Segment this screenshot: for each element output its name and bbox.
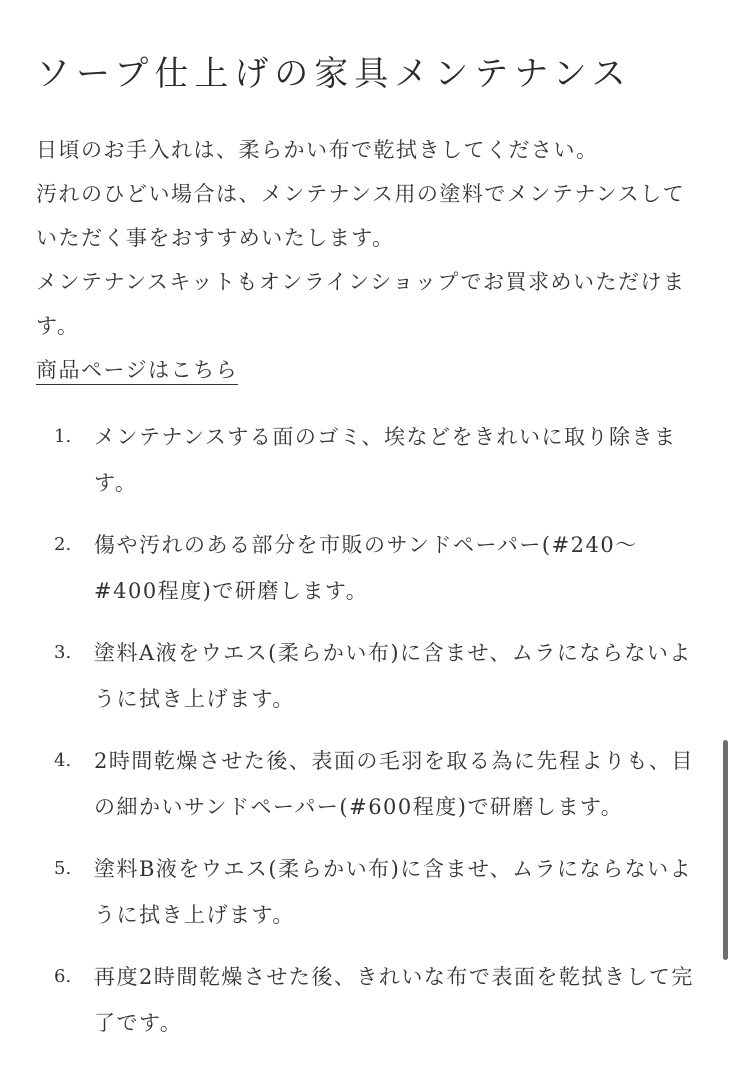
step-number: 4. [54, 750, 72, 771]
product-page-link[interactable]: 商品ページはこちら [36, 356, 238, 385]
step-item [36, 846, 700, 938]
step-item [36, 954, 700, 1046]
step-item [36, 522, 700, 614]
step-item [36, 414, 700, 506]
intro-line-daily-care: 日頃のお手入れは、柔らかい布で乾拭きしてください。 [36, 138, 599, 162]
step-number: 6. [54, 966, 72, 987]
maintenance-steps-list [36, 414, 700, 1062]
page-title: ソープ仕上げの家具メンテナンス [36, 54, 632, 94]
step-number: 5. [54, 858, 72, 879]
intro-line-kit-shop: メンテナンスキットもオンラインショップでお買求めいただけます。 [36, 270, 686, 338]
step-item [36, 738, 700, 830]
step-item [36, 630, 700, 722]
step-number: 3. [54, 642, 72, 663]
intro-section [36, 128, 698, 392]
step-text: 塗料B液をウエス(柔らかい布)に含ませ、ムラにならないように拭き上げます。 [94, 857, 693, 927]
step-text: 塗料A液をウエス(柔らかい布)に含ませ、ムラにならないように拭き上げます。 [94, 641, 692, 711]
scrollbar-thumb[interactable] [723, 740, 728, 960]
intro-line-heavy-dirt: 汚れのひどい場合は、メンテナンス用の塗料でメンテナンスしていただく事をおすすめいたします。 [36, 182, 686, 250]
step-number: 2. [54, 534, 72, 555]
step-number: 1. [54, 426, 72, 447]
step-text: メンテナンスする面のゴミ、埃などをきれいに取り除きます。 [94, 425, 677, 495]
step-text: 再度2時間乾燥させた後、きれいな布で表面を乾拭きして完了です。 [94, 965, 694, 1035]
step-text: 傷や汚れのある部分を市販のサンドペーパー(#240〜#400程度)で研磨します。 [94, 533, 638, 603]
step-text: 2時間乾燥させた後、表面の毛羽を取る為に先程よりも、目の細かいサンドペーパー(#600程度)で研磨します。 [94, 749, 694, 819]
